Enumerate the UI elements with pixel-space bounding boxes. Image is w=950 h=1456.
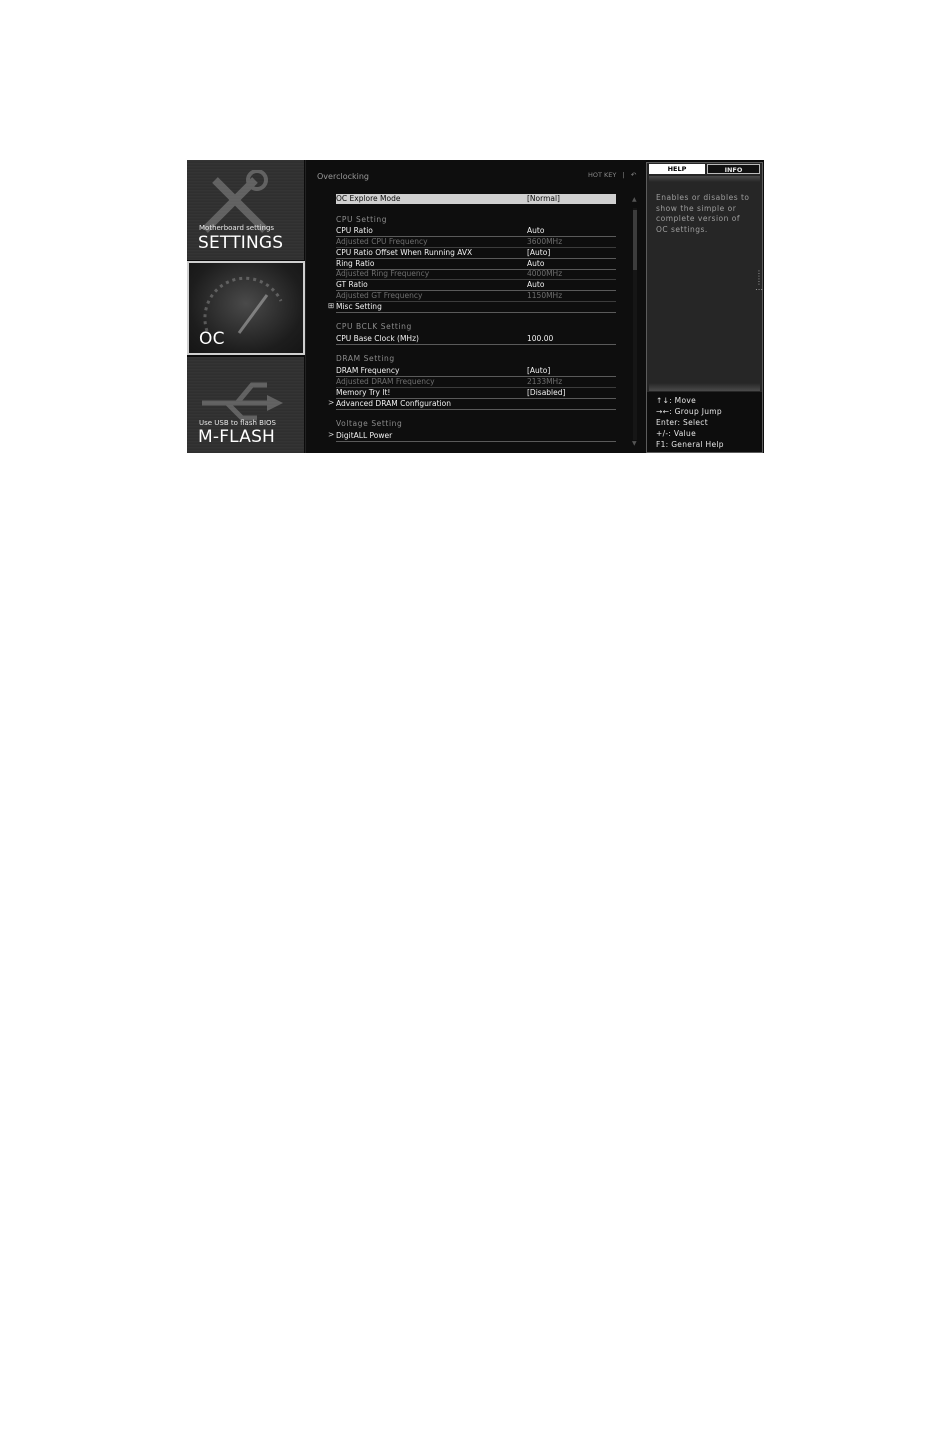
setting-label: GT Ratio (336, 280, 368, 289)
setting-value: Auto (527, 259, 545, 268)
setting-row-cpu-ratio[interactable] (336, 226, 616, 237)
hotkey-separator: | (622, 171, 625, 179)
settings-caption: Motherboard settings (199, 224, 275, 232)
back-icon[interactable]: ↶ (630, 171, 637, 179)
setting-value: 2133MHz (527, 377, 563, 386)
setting-row-adjusted-dram-frequency (336, 377, 616, 388)
setting-row-misc-setting[interactable] (336, 302, 616, 313)
setting-row-gt-ratio[interactable] (336, 280, 616, 291)
key-general-help: F1: General Help (656, 440, 724, 449)
setting-row-memory-try-it[interactable] (336, 388, 616, 399)
setting-row-cpu-ratio-offset-avx[interactable] (336, 248, 616, 259)
setting-row-dram-frequency[interactable] (336, 366, 616, 377)
setting-label: Memory Try It! (336, 388, 391, 397)
key-value: +/-: Value (656, 429, 697, 438)
setting-label: Adjusted CPU Frequency (336, 237, 428, 246)
setting-value: 1150MHz (527, 291, 563, 300)
scrollbar-thumb[interactable] (633, 210, 637, 270)
setting-label: Adjusted DRAM Frequency (336, 377, 435, 386)
setting-value: Auto (527, 280, 545, 289)
tab-help[interactable]: HELP (649, 164, 705, 174)
scroll-up-icon[interactable]: ▲ (632, 196, 637, 203)
mflash-caption: Use USB to flash BIOS (199, 419, 276, 427)
setting-label: Ring Ratio (336, 259, 375, 268)
setting-row-cpu-base-clock[interactable] (336, 334, 616, 345)
help-divider-top (649, 176, 760, 182)
setting-row-adjusted-gt-frequency (336, 291, 616, 302)
setting-row-adjusted-cpu-frequency (336, 237, 616, 248)
setting-label: CPU Ratio Offset When Running AVX (336, 248, 473, 257)
usb-icon (197, 363, 287, 423)
settings-panel (305, 160, 646, 453)
bios-screen (187, 160, 764, 453)
key-legend (647, 392, 762, 452)
setting-label: Misc Setting (336, 302, 382, 311)
setting-value: [Auto] (527, 248, 551, 257)
setting-label: DigitALL Power (336, 431, 393, 440)
submenu-arrow-icon[interactable]: > (328, 430, 335, 439)
setting-value: 4000MHz (527, 269, 563, 278)
setting-value: [Disabled] (527, 388, 566, 397)
mflash-label: M-FLASH (198, 427, 276, 447)
setting-value: 3600MHz (527, 237, 563, 246)
nav-mflash-tile[interactable] (187, 357, 304, 453)
setting-row-adjusted-ring-frequency (336, 269, 616, 280)
setting-label: DRAM Frequency (336, 366, 400, 375)
key-select: Enter: Select (656, 418, 708, 427)
nav-settings-tile[interactable] (187, 160, 304, 260)
setting-value: [Auto] (527, 366, 551, 375)
setting-label: Adjusted Ring Frequency (336, 269, 430, 278)
section-header-bclk: CPU BCLK Setting (336, 322, 412, 331)
section-header-cpu: CPU Setting (336, 215, 388, 224)
setting-label: Adjusted GT Frequency (336, 291, 423, 300)
submenu-arrow-icon[interactable]: > (328, 398, 335, 407)
setting-label: CPU Ratio (336, 226, 373, 235)
oc-label: OC (199, 329, 225, 349)
setting-value: 100.00 (527, 334, 554, 343)
setting-value: Auto (527, 226, 545, 235)
hotkey-label: HOT KEY (588, 171, 617, 179)
hotkey-button[interactable] (588, 171, 636, 179)
setting-label: Advanced DRAM Configuration (336, 399, 451, 408)
setting-row-oc-explore-mode[interactable] (336, 194, 616, 204)
section-header-voltage: Voltage Setting (336, 419, 403, 428)
help-panel (646, 162, 763, 453)
key-move: ↑↓: Move (656, 396, 696, 405)
setting-label: CPU Base Clock (MHz) (336, 334, 419, 343)
section-header-dram: DRAM Setting (336, 354, 395, 363)
side-pull-tab-icon[interactable]: ⋮ ⋮ ⋯ (755, 269, 763, 294)
page-title: Overclocking (317, 172, 369, 181)
setting-value: [Normal] (527, 194, 560, 203)
setting-row-advanced-dram-configuration[interactable] (336, 399, 616, 410)
help-divider-bottom (649, 383, 760, 391)
help-description: Enables or disables to show the simple or complete version of OC settings. (656, 193, 750, 234)
setting-label: OC Explore Mode (336, 194, 401, 203)
settings-label: SETTINGS (198, 233, 284, 253)
tab-info[interactable]: INFO (707, 164, 760, 174)
expand-icon[interactable]: ⊞ (328, 301, 335, 310)
scroll-down-icon[interactable]: ▼ (632, 440, 637, 447)
nav-oc-tile[interactable] (187, 261, 305, 355)
setting-row-digitall-power[interactable] (336, 431, 616, 442)
key-group-jump: →←: Group Jump (656, 407, 722, 416)
